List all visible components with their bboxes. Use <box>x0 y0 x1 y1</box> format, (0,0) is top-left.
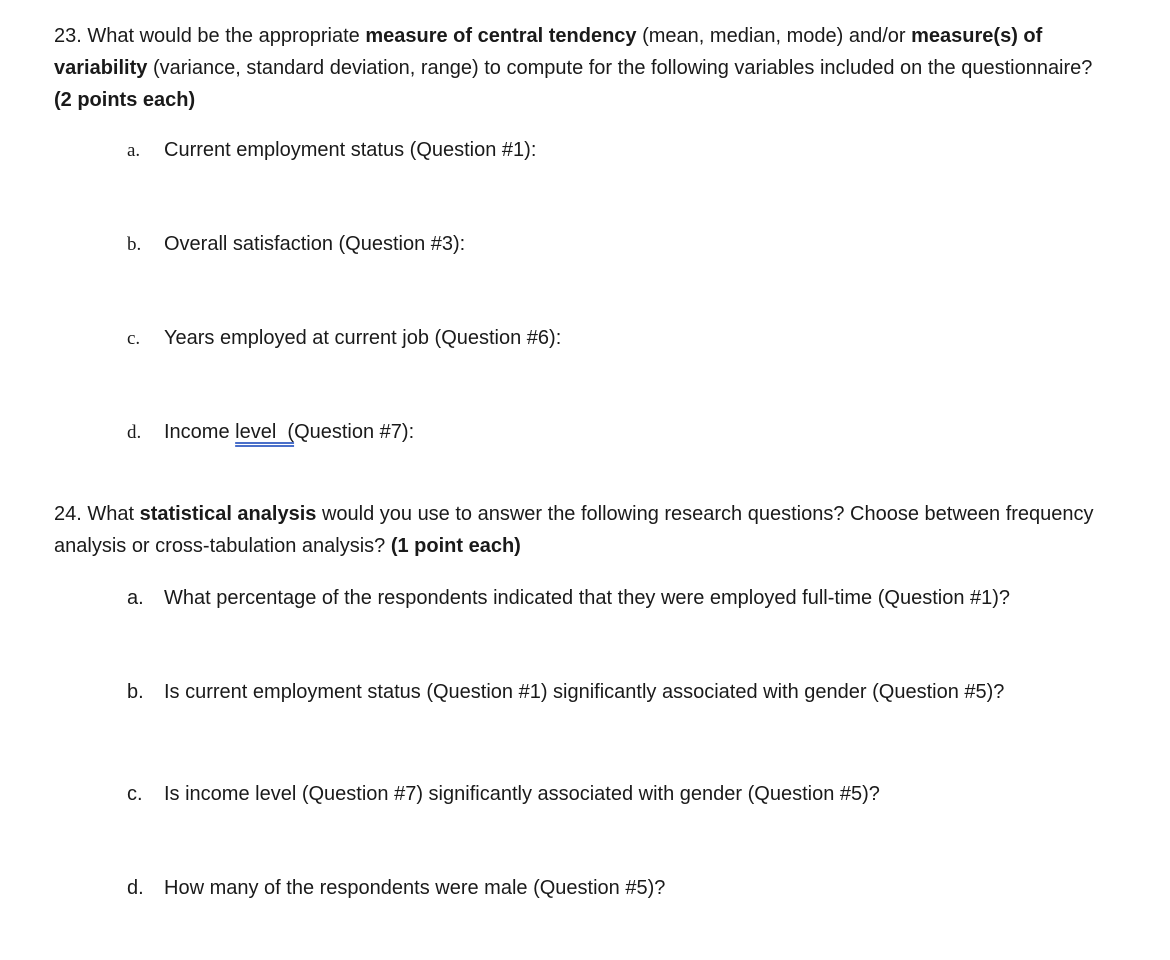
grammar-marked-text: level ( <box>235 421 295 443</box>
question-24-points: (1 point each) <box>390 535 521 557</box>
question-24-number: 24. <box>54 503 82 525</box>
question-24-item-b <box>127 678 1004 706</box>
question-23-bold-central-tendency: measure of central tendency <box>365 25 637 47</box>
question-23-mid2: (variance, standard deviation, range) to compute for the following variables included on the questionnaire? <box>147 57 1093 79</box>
question-24-prompt <box>54 498 1134 562</box>
item-text: Is income level (Question #7) significantly associated with gender (Question #5)? <box>164 783 880 805</box>
question-23-item-a <box>127 136 536 165</box>
item-text: Is current employment status (Question #1) significantly associated with gender (Question #5)? <box>164 681 1005 703</box>
question-24-item-d <box>127 874 665 902</box>
item-letter: a. <box>127 587 144 609</box>
question-23-bold-variability: measure(s) of variability <box>54 25 1043 79</box>
question-23-mid1: (mean, median, mode) and/or <box>636 25 912 47</box>
item-text: What percentage of the respondents indicated that they were employed full-time (Question #1)? <box>164 587 1011 609</box>
question-24-item-c <box>127 780 880 808</box>
question-23-item-d <box>127 418 414 447</box>
item-text: How many of the respondents were male (Question #5)? <box>164 877 666 899</box>
item-letter: d. <box>127 877 144 899</box>
item-text: Current employment status (Question #1): <box>164 139 537 161</box>
question-24-mid1: would you use to answer the following research questions? Choose between frequency analysis or cross-tabulation analysis? <box>54 503 1094 557</box>
item-letter: c. <box>127 328 141 349</box>
question-23-item-c <box>127 324 561 353</box>
item-text: Years employed at current job (Question #6): <box>164 327 562 349</box>
question-24-item-a <box>127 584 1010 612</box>
item-text: Overall satisfaction (Question #3): <box>164 233 466 255</box>
item-letter: b. <box>127 234 142 255</box>
question-23-intro: What would be the appropriate <box>81 25 366 47</box>
question-23-number: 23. <box>54 25 82 47</box>
item-letter: d. <box>127 422 142 443</box>
question-24-intro: What <box>81 503 140 525</box>
item-letter: a. <box>127 140 141 161</box>
question-23-item-b <box>127 230 465 259</box>
question-23-points: (2 points each) <box>54 89 196 111</box>
question-24-bold-statistical-analysis: statistical analysis <box>139 503 317 525</box>
item-letter: b. <box>127 681 144 703</box>
question-23-prompt <box>54 20 1134 116</box>
item-text-post: Question #7): <box>294 421 415 443</box>
item-text-pre: Income <box>164 421 236 443</box>
item-letter: c. <box>127 783 143 805</box>
